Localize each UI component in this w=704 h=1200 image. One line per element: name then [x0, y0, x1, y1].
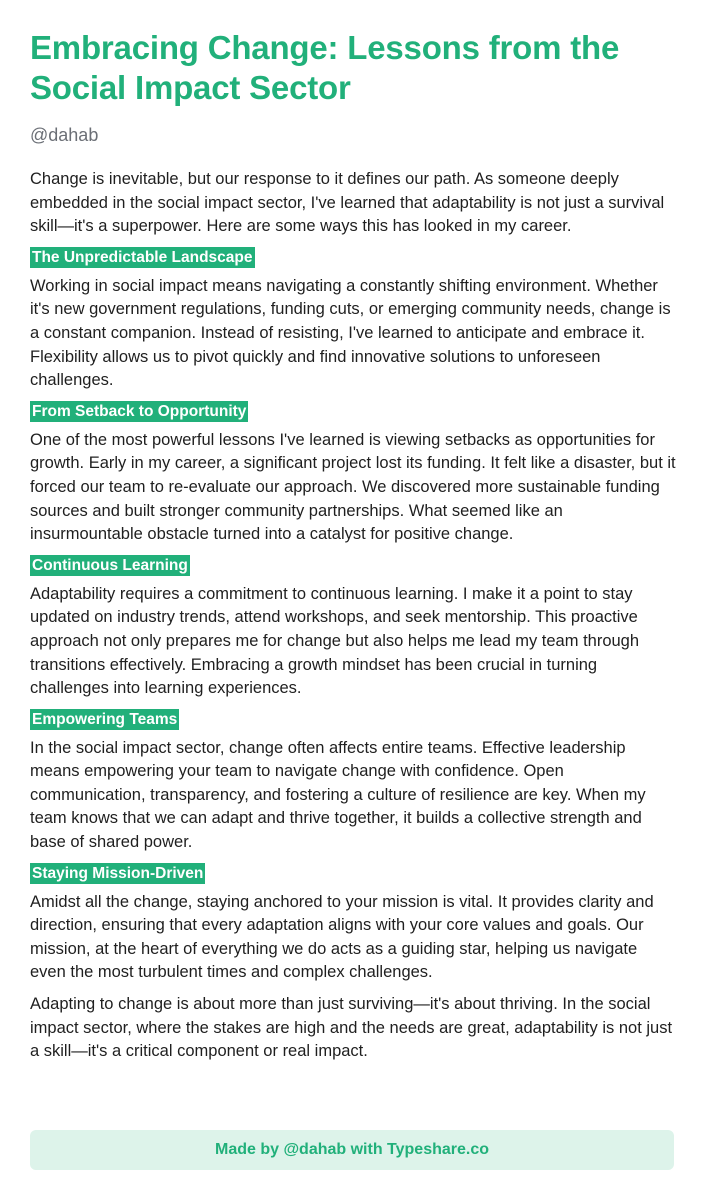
section-heading-wrap: [30, 247, 676, 269]
article-title: Embracing Change: Lessons from the Social Impact Sector: [30, 29, 620, 106]
section-paragraph: Adaptability requires a commitment to continuous learning. I make it a point to stay updated on industry trends, attend workshops, and seek mentorship. This proactive approach not only prepares me for change but also helps me lead my team through transitions effectively. Embracing a growth mindset has been crucial in turning challenges into learning experiences.: [30, 584, 640, 698]
section-heading-wrap: [30, 401, 676, 423]
section-paragraph: Amidst all the change, staying anchored to your mission is vital. It provides clarity and direction, ensuring that every adaptation aligns with your core values and goals. Our mission, at the heart of everything we do acts as a guiding star, helping us navigate even the most turbulent times and complex challenges.: [30, 892, 654, 982]
section-heading-wrap: [30, 863, 676, 885]
section-paragraph: One of the most powerful lessons I've learned is viewing setbacks as opportunities for growth. Early in my career, a significant project lost its funding. It felt like a disaster, but it forced our team to re-evaluate our approach. We discovered more sustainable funding sources and built stronger community partnerships. What seemed like an insurmountable obstacle turned into a catalyst for positive change.: [30, 430, 676, 544]
section-heading: Continuous Learning: [32, 556, 188, 574]
article-body: [30, 168, 676, 1064]
section-paragraph: In the social impact sector, change often affects entire teams. Effective leadership means empowering your team to navigate change with confidence. Open communication, transparency, and fostering a culture of resilience are key. When my team knows that we can adapt and thrive together, it builds a collective strength and base of shared power.: [30, 738, 646, 852]
section-heading: The Unpredictable Landscape: [32, 248, 253, 266]
section-heading: Empowering Teams: [32, 710, 178, 728]
section-heading: Staying Mission-Driven: [32, 864, 204, 882]
article-header: [30, 28, 676, 146]
section-paragraph: Working in social impact means navigating a constantly shifting environment. Whether it's new government regulations, funding cuts, or emerging community needs, change is a constant companion. Instead of resisting, I've learned to anticipate and embrace it. Flexibility allows us to pivot quickly and find innovative solutions to unforeseen challenges.: [30, 276, 671, 390]
section-heading-wrap: [30, 555, 676, 577]
author-handle: @dahab: [30, 125, 99, 145]
paragraph-gap: [30, 985, 676, 993]
intro-paragraph: Change is inevitable, but our response to it defines our path. As someone deeply embedded in the social impact sector, I've learned that adaptability is not just a survival skill—it's a superpower. Here are some ways this has looked in my career.: [30, 170, 665, 236]
conclusion-paragraph: Adapting to change is about more than just surviving—it's about thriving. In the social impact sector, where the stakes are high and the needs are great, adaptability is not just a skill—it's a critical component or real impact.: [30, 995, 673, 1061]
footer-credit[interactable]: Made by @dahab with Typeshare.co: [214, 1141, 490, 1158]
footer-banner[interactable]: [30, 1130, 674, 1170]
section-heading-wrap: [30, 709, 676, 731]
section-heading: From Setback to Opportunity: [32, 402, 247, 420]
